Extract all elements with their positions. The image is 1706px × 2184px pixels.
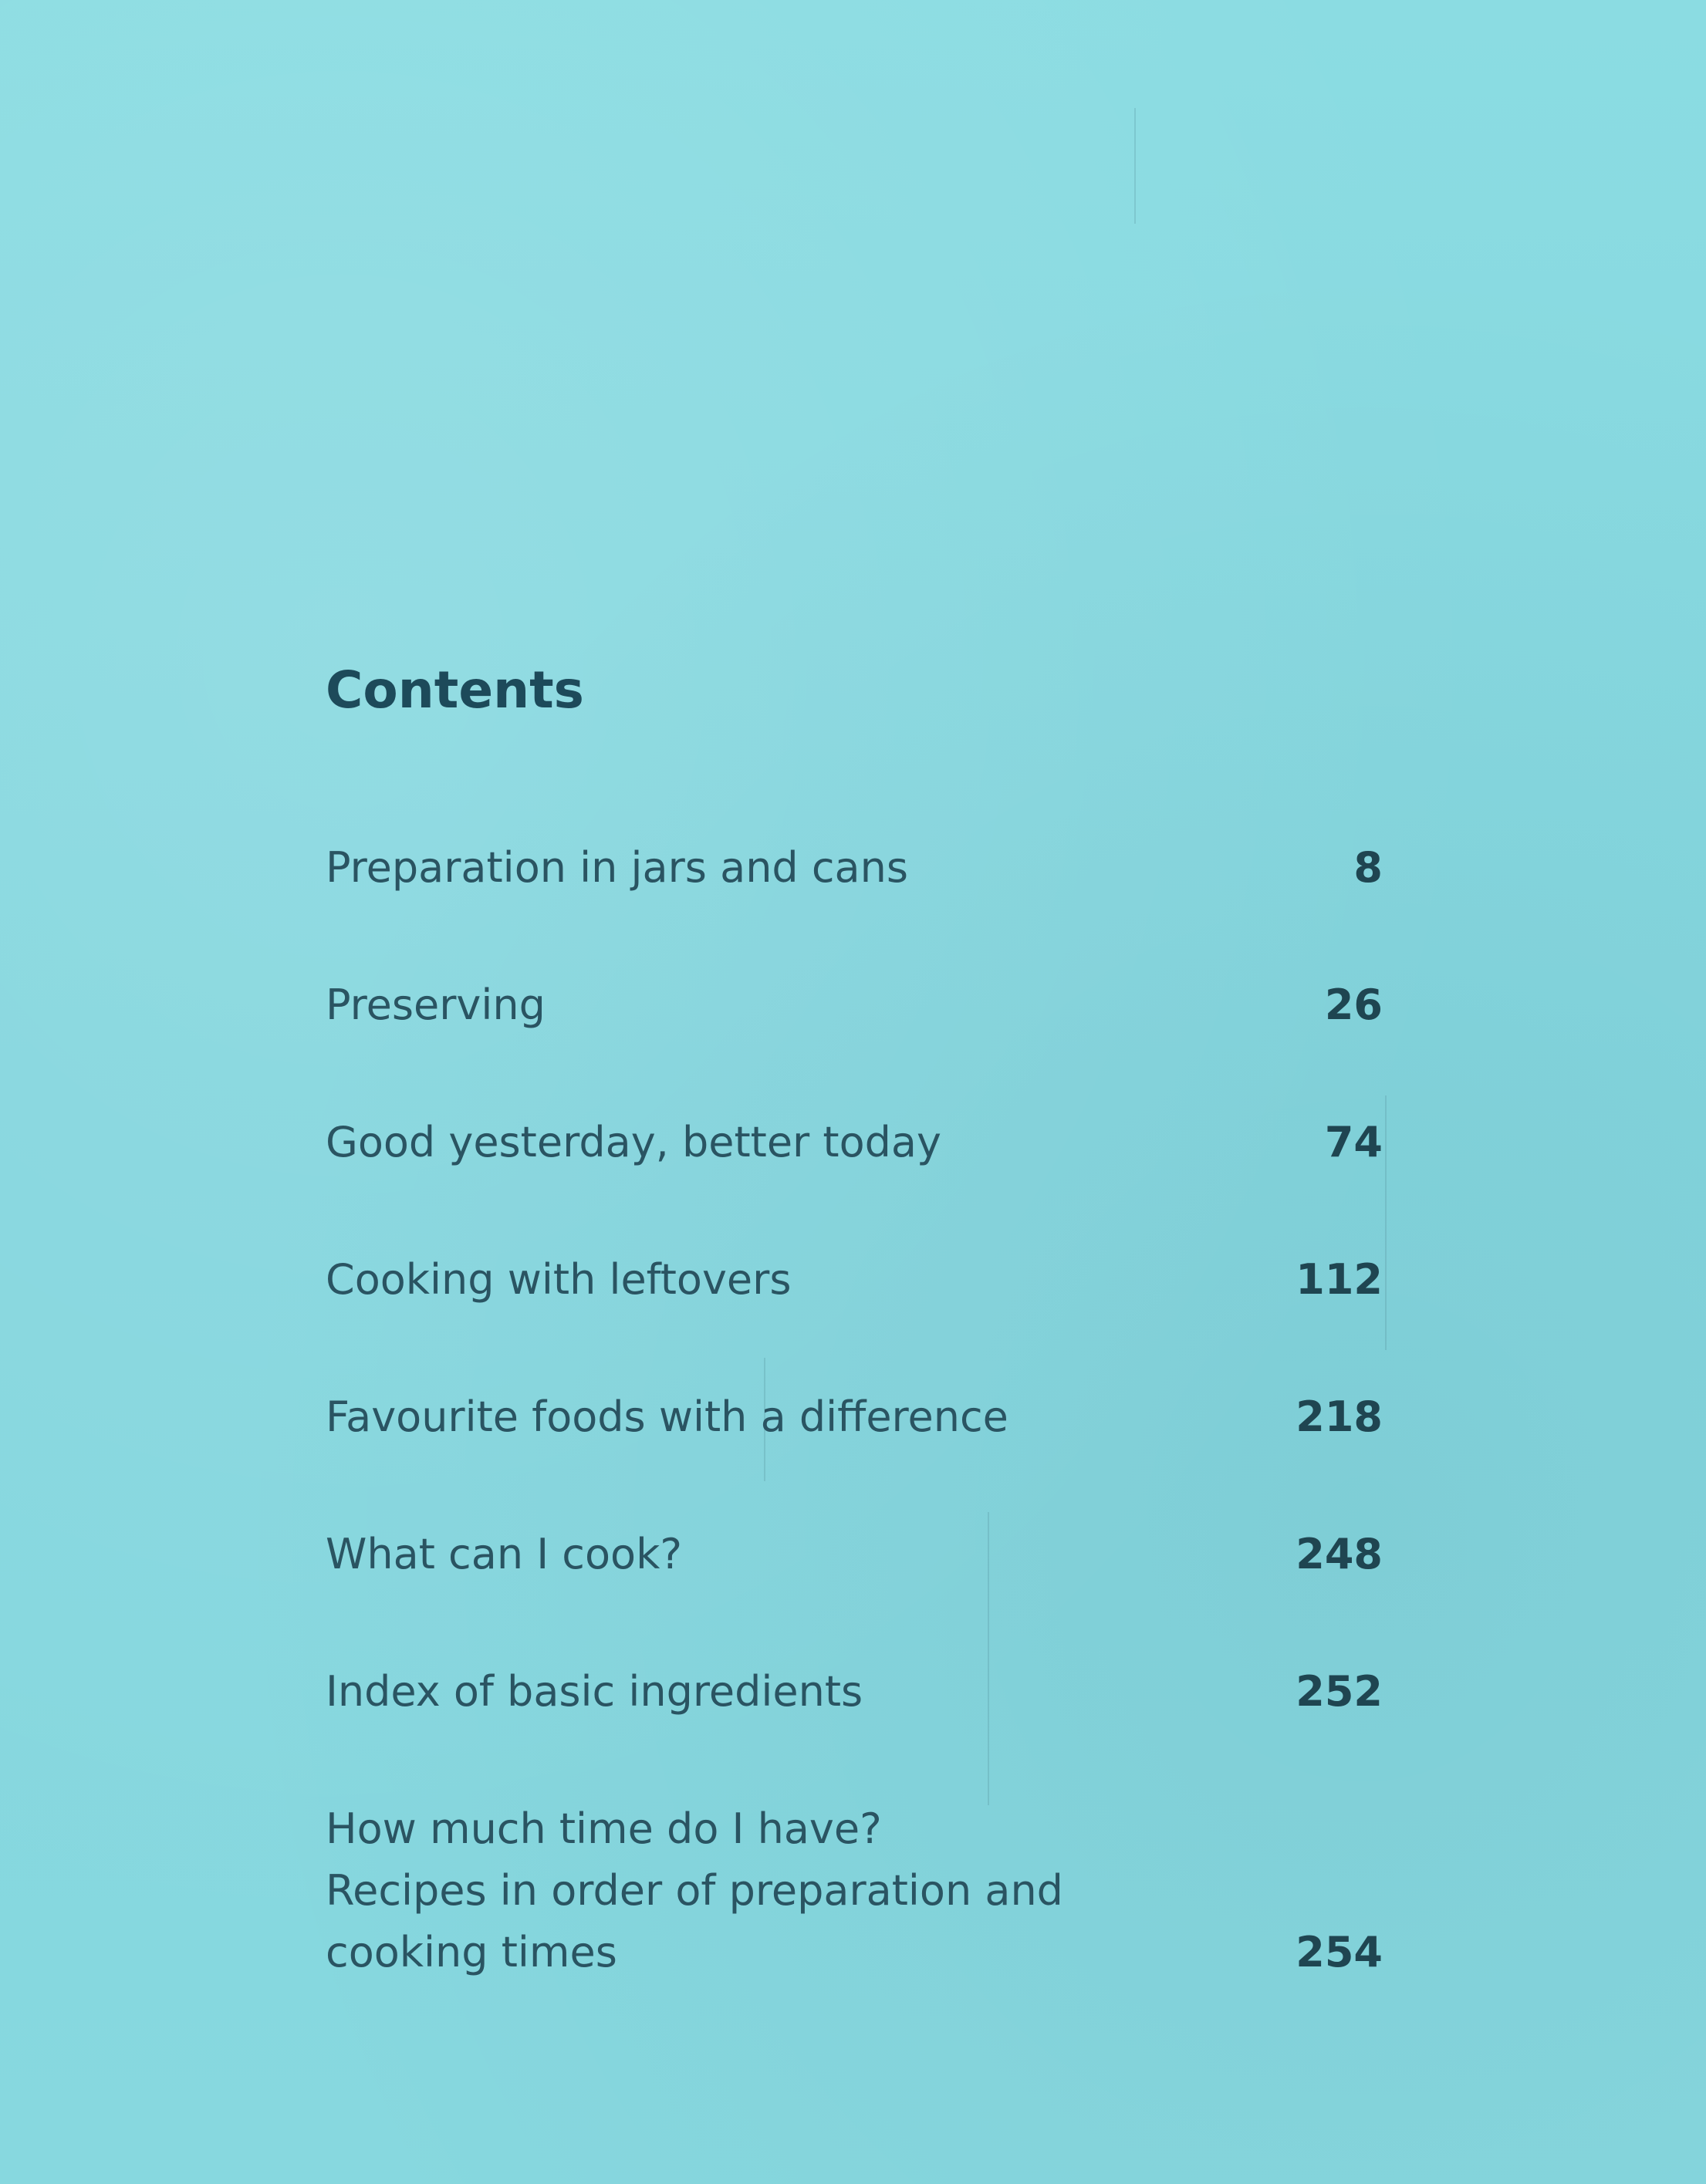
toc-entry[interactable] bbox=[326, 1524, 1383, 1585]
toc-entry[interactable] bbox=[326, 974, 1383, 1036]
toc-entry-page-number: 74 bbox=[1324, 1118, 1383, 1166]
toc-entry-label: Preserving bbox=[326, 981, 546, 1029]
toc-entry[interactable] bbox=[326, 1249, 1383, 1311]
toc-entry-page-number: 26 bbox=[1324, 981, 1383, 1029]
toc-entry-label: What can I cook? bbox=[326, 1530, 683, 1578]
toc-entry[interactable] bbox=[326, 837, 1383, 899]
toc-entry-label: Favourite foods with a difference bbox=[326, 1392, 1008, 1441]
toc-entry-page-number: 8 bbox=[1353, 843, 1383, 892]
toc-entry-page-number: 112 bbox=[1296, 1255, 1383, 1304]
toc-entry[interactable] bbox=[326, 1386, 1383, 1448]
toc-entry-label: How much time do I have? Recipes in order of preparation and cooking times bbox=[326, 1804, 1063, 1976]
paper-scratch bbox=[1134, 108, 1136, 224]
paper-scratch bbox=[1385, 1095, 1387, 1350]
toc-entry-page-number: 252 bbox=[1296, 1667, 1383, 1716]
toc-entry-label: Index of basic ingredients bbox=[326, 1667, 863, 1716]
toc-entry-label: Preparation in jars and cans bbox=[326, 843, 908, 892]
toc-entry-label: Cooking with leftovers bbox=[326, 1255, 792, 1304]
toc-entry-page-number: 218 bbox=[1296, 1392, 1383, 1441]
toc-entry[interactable] bbox=[326, 1661, 1383, 1723]
toc-entry-label: Good yesterday, better today bbox=[326, 1118, 941, 1166]
page-title: Contents bbox=[326, 660, 584, 721]
toc-entry[interactable] bbox=[326, 1798, 1383, 1983]
toc-entry[interactable] bbox=[326, 1112, 1383, 1173]
table-of-contents bbox=[326, 837, 1383, 2059]
toc-entry-page-number: 248 bbox=[1296, 1530, 1383, 1578]
toc-entry-page-number: 254 bbox=[1296, 1928, 1383, 1976]
